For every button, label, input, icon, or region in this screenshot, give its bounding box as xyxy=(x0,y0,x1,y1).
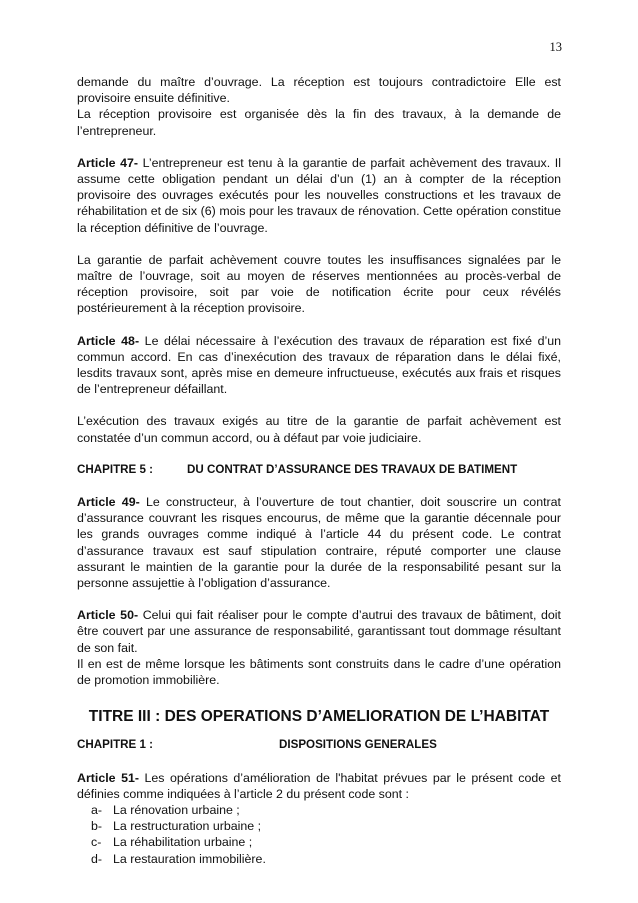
paragraph-intro-1: demande du maître d’ouvrage. La réception est toujours contradictoire Elle est provisoire ensuite définitive. xyxy=(77,75,561,106)
paragraph-promotion: Il en est de même lorsque les bâtiments sont construits dans le cadre d’une opération de promotion immobilière. xyxy=(77,656,561,688)
article-48 xyxy=(77,333,561,398)
paragraph-execution: L’exécution des travaux exigés au titre de la garantie de parfait achèvement est constatée d’un commun accord, ou à défaut par voie judiciaire. xyxy=(77,414,561,445)
article-51-list xyxy=(77,802,561,867)
list-item-letter: b- xyxy=(91,819,103,834)
article-49-text: Le constructeur, à l’ouverture de tout chantier, doit souscrire un contrat d’assurance couvrant les risques encourus, de même que la garantie décennale pour les grands ouvrages comme indiqué à l’article 44 du présent code. Le contrat d’assurance travaux est sauf stipulation contraire, réputé comporter une clause assurant le maintien de la garantie pour la durée de la responsabilité pesant sur la personne assujettie à l’obligation d’assurance. xyxy=(77,495,561,591)
article-47 xyxy=(77,155,561,236)
article-50-label: Article 50- xyxy=(77,608,139,623)
list-item-text: La restauration immobilière. xyxy=(113,851,266,866)
paragraph-intro-2: La réception provisoire est organisée dès la fin des travaux, à la demande de l’entrepreneur. xyxy=(77,107,561,138)
list-item-text: La réhabilitation urbaine ; xyxy=(113,835,253,850)
article-48-label: Article 48- xyxy=(77,333,140,348)
article-48-text: Le délai nécessaire à l’exécution des travaux de réparation est fixé d’un commun accord. En cas d’inexécution des travaux de réparation dans le délai fixé, lesdits travaux sont, après mise en demeure infructueuse, exécutés aux frais et risques de l’entrepreneur défaillant. xyxy=(77,333,561,397)
chapter-1-title: DISPOSITIONS GENERALES xyxy=(279,738,437,752)
list-item-letter: c- xyxy=(91,835,102,850)
article-51-label: Article 51- xyxy=(77,770,139,785)
page-content xyxy=(77,74,561,867)
list-item-letter: d- xyxy=(91,851,103,866)
list-item xyxy=(91,818,561,834)
list-item xyxy=(91,802,561,818)
list-item-text: La rénovation urbaine ; xyxy=(113,802,240,817)
article-50-text: Celui qui fait réaliser pour le compte d’autrui des travaux de bâtiment, doit être couvert par une assurance de responsabilité, garantissant tout dommage résultant de son fait. xyxy=(77,608,561,655)
chapter-5-heading xyxy=(77,462,561,478)
article-50 xyxy=(77,607,561,656)
list-item-text: La restructuration urbaine ; xyxy=(113,819,262,834)
page-number: 13 xyxy=(549,40,562,54)
chapter-1-heading xyxy=(77,737,561,753)
chapter-1-number: CHAPITRE 1 : xyxy=(77,738,154,752)
paragraph-garantie: La garantie de parfait achèvement couvre toutes les insuffisances signalées par le maître de l’ouvrage, soit au moyen de réserves mentionnées au procès-verbal de réception provisoire, soit par voie de notification écrite pour ceux révélés postérieurement à la réception provisoire. xyxy=(77,252,561,316)
list-item xyxy=(91,834,561,850)
chapter-5-title: DU CONTRAT D’ASSURANCE DES TRAVAUX DE BATIMENT xyxy=(187,462,518,476)
article-51 xyxy=(77,770,561,802)
titre-3-heading: TITRE III : DES OPERATIONS D’AMELIORATION DE L’HABITAT xyxy=(88,708,550,726)
article-49-label: Article 49- xyxy=(77,495,140,510)
list-item-letter: a- xyxy=(91,802,103,817)
article-51-text: Les opérations d’amélioration de l'habitat prévues par le présent code et définies comme indiquées à l’article 2 du présent code sont : xyxy=(77,770,561,801)
chapter-5-number: CHAPITRE 5 : xyxy=(77,462,154,476)
article-49 xyxy=(77,494,561,591)
article-47-label: Article 47- xyxy=(77,155,139,170)
list-item xyxy=(91,851,561,867)
article-47-text: L’entrepreneur est tenu à la garantie de parfait achèvement des travaux. Il assume cette obligation pendant un délai d’un (1) an à compter de la réception provisoire des ouvrages exécutés pour les nouvelles constructions et les travaux de réhabilitation et de six (6) mois pour les travaux de rénovation. Cette opération constitue la réception définitive de l’ouvrage. xyxy=(77,155,561,235)
